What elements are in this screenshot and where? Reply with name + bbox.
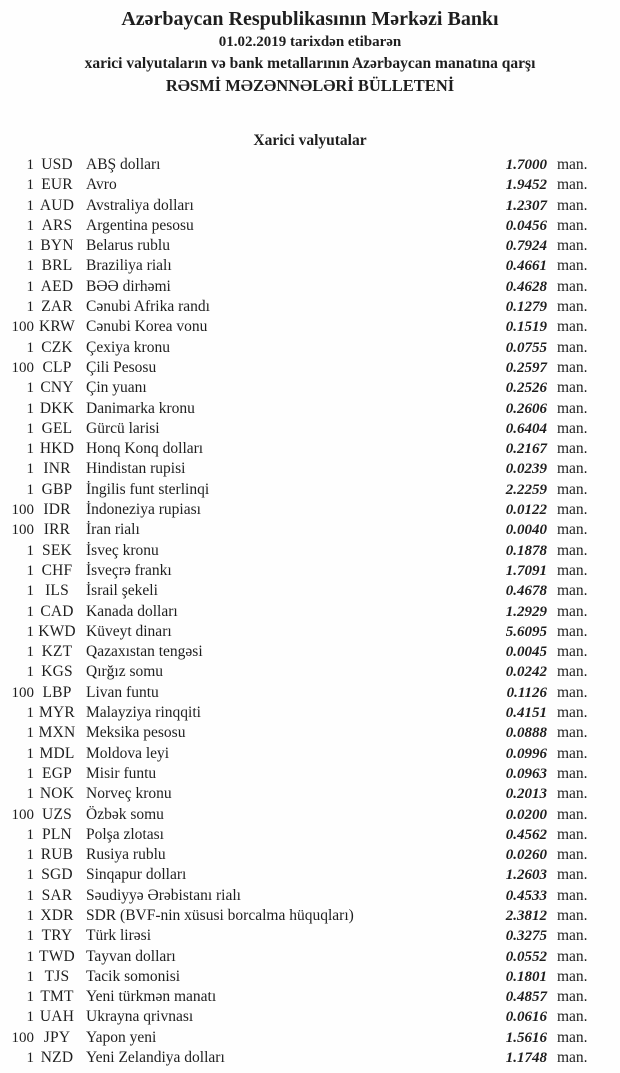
currency-name: İsveçrə frankı [86,561,172,579]
rate-value: 0.4678 [505,583,547,600]
currency-name: İsveç kronu [86,541,159,559]
currency-unit-label: man. [557,419,588,437]
currency-name: Livan funtu [86,683,159,701]
rate-value: 0.0239 [505,461,547,478]
currency-name: Cənubi Afrika randı [86,298,210,316]
currency-name: Yeni türkmən manatı [86,988,217,1006]
unit-quantity: 1 [26,441,34,458]
currency-unit-label: man. [557,480,588,498]
currency-code: UZS [42,805,72,823]
currency-unit-label: man. [557,866,588,884]
currency-unit-label: man. [557,318,588,336]
unit-quantity: 1 [26,705,34,722]
exchange-rate-row [0,1007,600,1027]
currency-name: İngilis funt sterlinqi [86,480,210,498]
rate-value: 0.0122 [505,502,547,519]
currency-name: Yeni Zelandiya dolları [86,1049,225,1067]
currency-unit-label: man. [557,906,588,924]
exchange-rate-row [0,196,600,216]
currency-code: CNY [40,379,74,397]
unit-quantity: 100 [11,684,34,701]
rate-value: 1.5616 [505,1029,547,1046]
unit-quantity: 1 [26,157,34,173]
unit-quantity: 1 [26,603,34,620]
exchange-rate-row [0,845,600,865]
currency-unit-label: man. [557,196,588,214]
exchange-rate-row [0,602,600,622]
exchange-rate-row [0,419,600,439]
currency-code: SEK [42,541,72,559]
unit-quantity: 1 [26,542,34,559]
currency-unit-label: man. [557,541,588,559]
currency-code: XDR [40,906,74,924]
currency-name: İndoneziya rupiası [86,501,201,519]
currency-unit-label: man. [557,886,588,904]
rate-value: 1.7000 [505,157,547,173]
currency-code: MYR [39,704,75,722]
currency-code: TMT [40,988,74,1006]
currency-name: Çexiya kronu [86,338,170,356]
currency-unit-label: man. [557,277,588,295]
rate-value: 2.2259 [505,481,547,498]
rate-value: 0.1878 [505,542,547,559]
currency-code: CLP [42,358,72,376]
currency-code: CAD [40,602,74,620]
exchange-rate-row [0,216,600,236]
currency-unit-label: man. [557,602,588,620]
currency-unit-label: man. [557,521,588,539]
currency-unit-label: man. [557,622,588,640]
currency-unit-label: man. [557,683,588,701]
unit-quantity: 1 [26,623,34,640]
currency-name: Polşa zlotası [86,825,164,843]
currency-name: Hindistan rupisi [86,460,186,478]
rate-value: 0.1126 [506,684,547,701]
currency-code: NZD [40,1049,74,1067]
bulletin-header [0,0,620,97]
currency-code: GEL [41,419,73,437]
unit-quantity: 1 [26,481,34,498]
rate-value: 1.1748 [505,1050,547,1067]
exchange-rate-row [0,155,600,175]
currency-code: JPY [43,1028,71,1046]
rate-value: 0.2606 [505,400,547,417]
currency-name: Tacik somonisi [86,967,181,985]
exchange-rate-row [0,175,600,195]
currency-name: Honq Konq dolları [86,440,204,458]
rate-value: 0.0260 [505,847,547,864]
currency-name: Rusiya rublu [86,846,166,864]
currency-name: Özbək somu [86,805,164,823]
exchange-rate-row [0,886,600,906]
currency-name: Çili Pesosu [86,358,157,376]
currency-unit-label: man. [557,176,588,194]
rate-value: 0.0996 [505,745,547,762]
rate-value: 0.0045 [505,644,547,661]
rate-value: 0.0616 [505,1009,547,1026]
exchange-rate-row [0,987,600,1007]
currency-code: KWD [38,622,76,640]
currency-name: Cənubi Korea vonu [86,318,208,336]
currency-code: INR [43,460,71,478]
unit-quantity: 1 [26,664,34,681]
currency-unit-label: man. [557,927,588,945]
currency-code: HKD [39,440,75,458]
unit-quantity: 1 [26,299,34,316]
currency-code: KRW [39,318,75,336]
exchange-rate-row [0,906,600,926]
currency-name: Ukrayna qrivnası [86,1008,194,1026]
currency-name: Argentina pesosu [86,216,194,234]
currency-name: Səudiyyə Ərəbistanı rialı [86,886,241,904]
rate-value: 0.3275 [505,928,547,945]
currency-unit-label: man. [557,785,588,803]
exchange-rate-row [0,865,600,885]
currency-unit-label: man. [557,724,588,742]
currency-name: Norveç kronu [86,785,172,803]
unit-quantity: 100 [11,319,34,336]
rate-value: 0.7924 [505,238,547,255]
unit-quantity: 1 [26,238,34,255]
currency-code: AUD [39,196,75,214]
currency-name: Moldova leyi [86,744,170,762]
currency-code: RUB [40,846,74,864]
currency-unit-label: man. [557,643,588,661]
currency-code: IRR [43,521,71,539]
currency-unit-label: man. [557,947,588,965]
exchange-rate-row [0,338,600,358]
currency-code: CHF [41,561,73,579]
currency-code: NOK [39,785,75,803]
rate-value: 0.4661 [505,258,547,275]
rate-value: 2.3812 [505,907,547,924]
currency-unit-label: man. [557,399,588,417]
currency-code: ZAR [41,298,73,316]
currency-code: MXN [38,724,76,742]
unit-quantity: 1 [26,177,34,194]
unit-quantity: 100 [11,522,34,539]
rate-value: 0.1801 [505,968,547,985]
rate-value: 0.4628 [505,278,547,295]
rate-value: 0.2013 [505,786,547,803]
currency-code: BRL [41,257,73,275]
exchange-rate-row [0,256,600,276]
currency-name: Meksika pesosu [86,724,186,742]
currency-unit-label: man. [557,358,588,376]
exchange-rate-row [0,926,600,946]
rate-value: 1.7091 [505,562,547,579]
currency-name: Malayziya rinqqiti [86,704,201,722]
unit-quantity: 100 [11,806,34,823]
unit-quantity: 100 [11,1029,34,1046]
currency-name: Kanada dolları [86,602,178,620]
exchange-rate-row [0,723,600,743]
rate-value: 0.4151 [505,705,547,722]
currency-unit-label: man. [557,805,588,823]
section-title-foreign-currencies: Xarici valyutalar [253,132,367,149]
currency-code: EUR [41,176,73,194]
currency-code: TRY [41,927,73,945]
unit-quantity: 1 [26,745,34,762]
currency-code: UAH [39,1008,75,1026]
unit-quantity: 1 [26,644,34,661]
currency-code: IDR [43,501,71,519]
unit-quantity: 1 [26,380,34,397]
exchange-rate-row [0,480,600,500]
currency-unit-label: man. [557,967,588,985]
currency-unit-label: man. [557,156,588,173]
exchange-rate-row [0,642,600,662]
exchange-rate-row [0,967,600,987]
currency-unit-label: man. [557,1028,588,1046]
effective-date-line: 01.02.2019 tarixdən etibarən [218,34,402,50]
exchange-rate-row [0,784,600,804]
unit-quantity: 1 [26,217,34,234]
exchange-rate-row [0,825,600,845]
currency-code: SGD [41,866,73,884]
currency-unit-label: man. [557,1008,588,1026]
unit-quantity: 1 [26,928,34,945]
currency-unit-label: man. [557,257,588,275]
unit-quantity: 100 [11,359,34,376]
unit-quantity: 1 [26,461,34,478]
currency-name: Belarus rublu [86,237,170,255]
currency-name: ABŞ dolları [86,156,161,173]
exchange-rate-row [0,541,600,561]
exchange-rate-row [0,622,600,642]
exchange-rate-row [0,805,600,825]
currency-unit-label: man. [557,988,588,1006]
unit-quantity: 1 [26,1009,34,1026]
currency-name: Avro [86,176,117,194]
unit-quantity: 1 [26,948,34,965]
rate-value: 1.2929 [505,603,547,620]
currency-code: KGS [41,663,73,681]
currency-code: KZT [41,643,73,661]
rate-value: 0.0242 [505,664,547,681]
currency-code: SAR [41,886,73,904]
unit-quantity: 1 [26,968,34,985]
unit-quantity: 1 [26,907,34,924]
currency-unit-label: man. [557,1049,588,1067]
currency-name: Yapon yeni [86,1028,157,1046]
currency-unit-label: man. [557,744,588,762]
unit-quantity: 1 [26,197,34,214]
rate-value: 0.4562 [505,826,547,843]
unit-quantity: 1 [26,989,34,1006]
currency-name: Avstraliya dolları [86,196,194,214]
rate-value: 0.0040 [505,522,547,539]
currency-name: İran rialı [86,521,140,539]
currency-unit-label: man. [557,460,588,478]
currency-name: Tayvan dolları [86,947,176,965]
rate-value: 0.1519 [505,319,547,336]
currency-unit-label: man. [557,846,588,864]
exchange-rate-row [0,662,600,682]
unit-quantity: 1 [26,258,34,275]
currency-unit-label: man. [557,379,588,397]
subject-line: xarici valyutaların və bank metallarının Azərbaycan manatına qarşı [84,55,536,72]
exchange-rate-row [0,277,600,297]
exchange-rate-row [0,459,600,479]
bulletin-title-line: RƏSMİ MƏZƏNNƏLƏRİ BÜLLETENİ [165,76,455,95]
currency-code: GBP [41,480,73,498]
exchange-rate-row [0,358,600,378]
currency-name: Qırğız somu [86,663,164,681]
rate-value: 0.2597 [505,359,547,376]
currency-unit-label: man. [557,501,588,519]
unit-quantity: 1 [26,867,34,884]
unit-quantity: 1 [26,562,34,579]
currency-unit-label: man. [557,237,588,255]
currency-code: BYN [40,237,74,255]
currency-unit-label: man. [557,298,588,316]
unit-quantity: 1 [26,725,34,742]
exchange-rate-row [0,500,600,520]
exchange-rate-row [0,744,600,764]
currency-code: CZK [41,338,73,356]
currency-name: Qazaxıstan tengəsi [86,643,203,661]
currency-name: Danimarka kronu [86,399,195,417]
rate-value: 0.0552 [505,948,547,965]
currency-code: ILS [45,582,69,600]
unit-quantity: 1 [26,847,34,864]
exchange-rate-row [0,1028,600,1048]
currency-name: BƏƏ dirhəmi [86,277,171,295]
currency-code: MDL [39,744,75,762]
currency-unit-label: man. [557,440,588,458]
unit-quantity: 1 [26,420,34,437]
rate-value: 0.6404 [505,420,547,437]
currency-name: SDR (BVF-nin xüsusi borcalma hüquqları) [86,906,354,924]
unit-quantity: 1 [26,400,34,417]
exchange-rates-table [0,155,600,1068]
currency-code: TJS [44,967,70,985]
currency-name: İsrail şekeli [86,582,158,600]
currency-unit-label: man. [557,663,588,681]
exchange-rate-row [0,439,600,459]
rate-value: 0.1279 [505,299,547,316]
currency-name: Misir funtu [86,764,157,782]
unit-quantity: 1 [26,826,34,843]
unit-quantity: 1 [26,278,34,295]
exchange-rate-row [0,683,600,703]
unit-quantity: 1 [26,339,34,356]
currency-code: USD [41,156,73,173]
rate-value: 0.4857 [505,989,547,1006]
currency-unit-label: man. [557,704,588,722]
currency-name: Braziliya rialı [86,257,172,275]
unit-quantity: 1 [26,583,34,600]
currency-name: Gürcü larisi [86,419,160,437]
currency-unit-label: man. [557,825,588,843]
rate-value: 0.2526 [505,380,547,397]
rate-value: 0.0200 [505,806,547,823]
exchange-rate-row [0,297,600,317]
rate-value: 1.2603 [505,867,547,884]
exchange-rate-row [0,378,600,398]
currency-unit-label: man. [557,764,588,782]
currency-code: DKK [39,399,75,417]
rate-value: 0.4533 [505,887,547,904]
exchange-rate-row [0,764,600,784]
exchange-rate-row [0,703,600,723]
currency-name: Türk lirəsi [86,927,151,945]
bank-title: Azərbaycan Respublikasının Mərkəzi Bankı [121,8,499,30]
currency-unit-label: man. [557,338,588,356]
currency-unit-label: man. [557,561,588,579]
currency-code: PLN [42,825,72,843]
currency-unit-label: man. [557,216,588,234]
exchange-rate-row [0,561,600,581]
rate-value: 0.0963 [505,765,547,782]
rate-value: 1.9452 [505,177,547,194]
rate-value: 0.2167 [505,441,547,458]
exchange-rate-row [0,947,600,967]
unit-quantity: 1 [26,765,34,782]
currency-code: LBP [42,683,72,701]
exchange-rate-row [0,520,600,540]
unit-quantity: 1 [26,786,34,803]
unit-quantity: 100 [11,502,34,519]
rate-value: 5.6095 [505,623,547,640]
rate-value: 0.0755 [505,339,547,356]
rate-value: 0.0888 [505,725,547,742]
rate-value: 1.2307 [505,197,547,214]
currency-code: EGP [42,764,72,782]
currency-name: Küveyt dinarı [86,622,172,640]
currency-code: TWD [39,947,75,965]
currency-name: Çin yuanı [86,379,147,397]
exchange-rate-row [0,581,600,601]
unit-quantity: 1 [26,1050,34,1067]
exchange-rate-row [0,236,600,256]
currency-name: Sinqapur dolları [86,866,187,884]
exchange-rate-row [0,317,600,337]
currency-code: ARS [41,216,73,234]
unit-quantity: 1 [26,887,34,904]
exchange-rate-row [0,1048,600,1068]
rate-value: 0.0456 [505,217,547,234]
currency-unit-label: man. [557,582,588,600]
exchange-rate-row [0,399,600,419]
currency-code: AED [40,277,74,295]
